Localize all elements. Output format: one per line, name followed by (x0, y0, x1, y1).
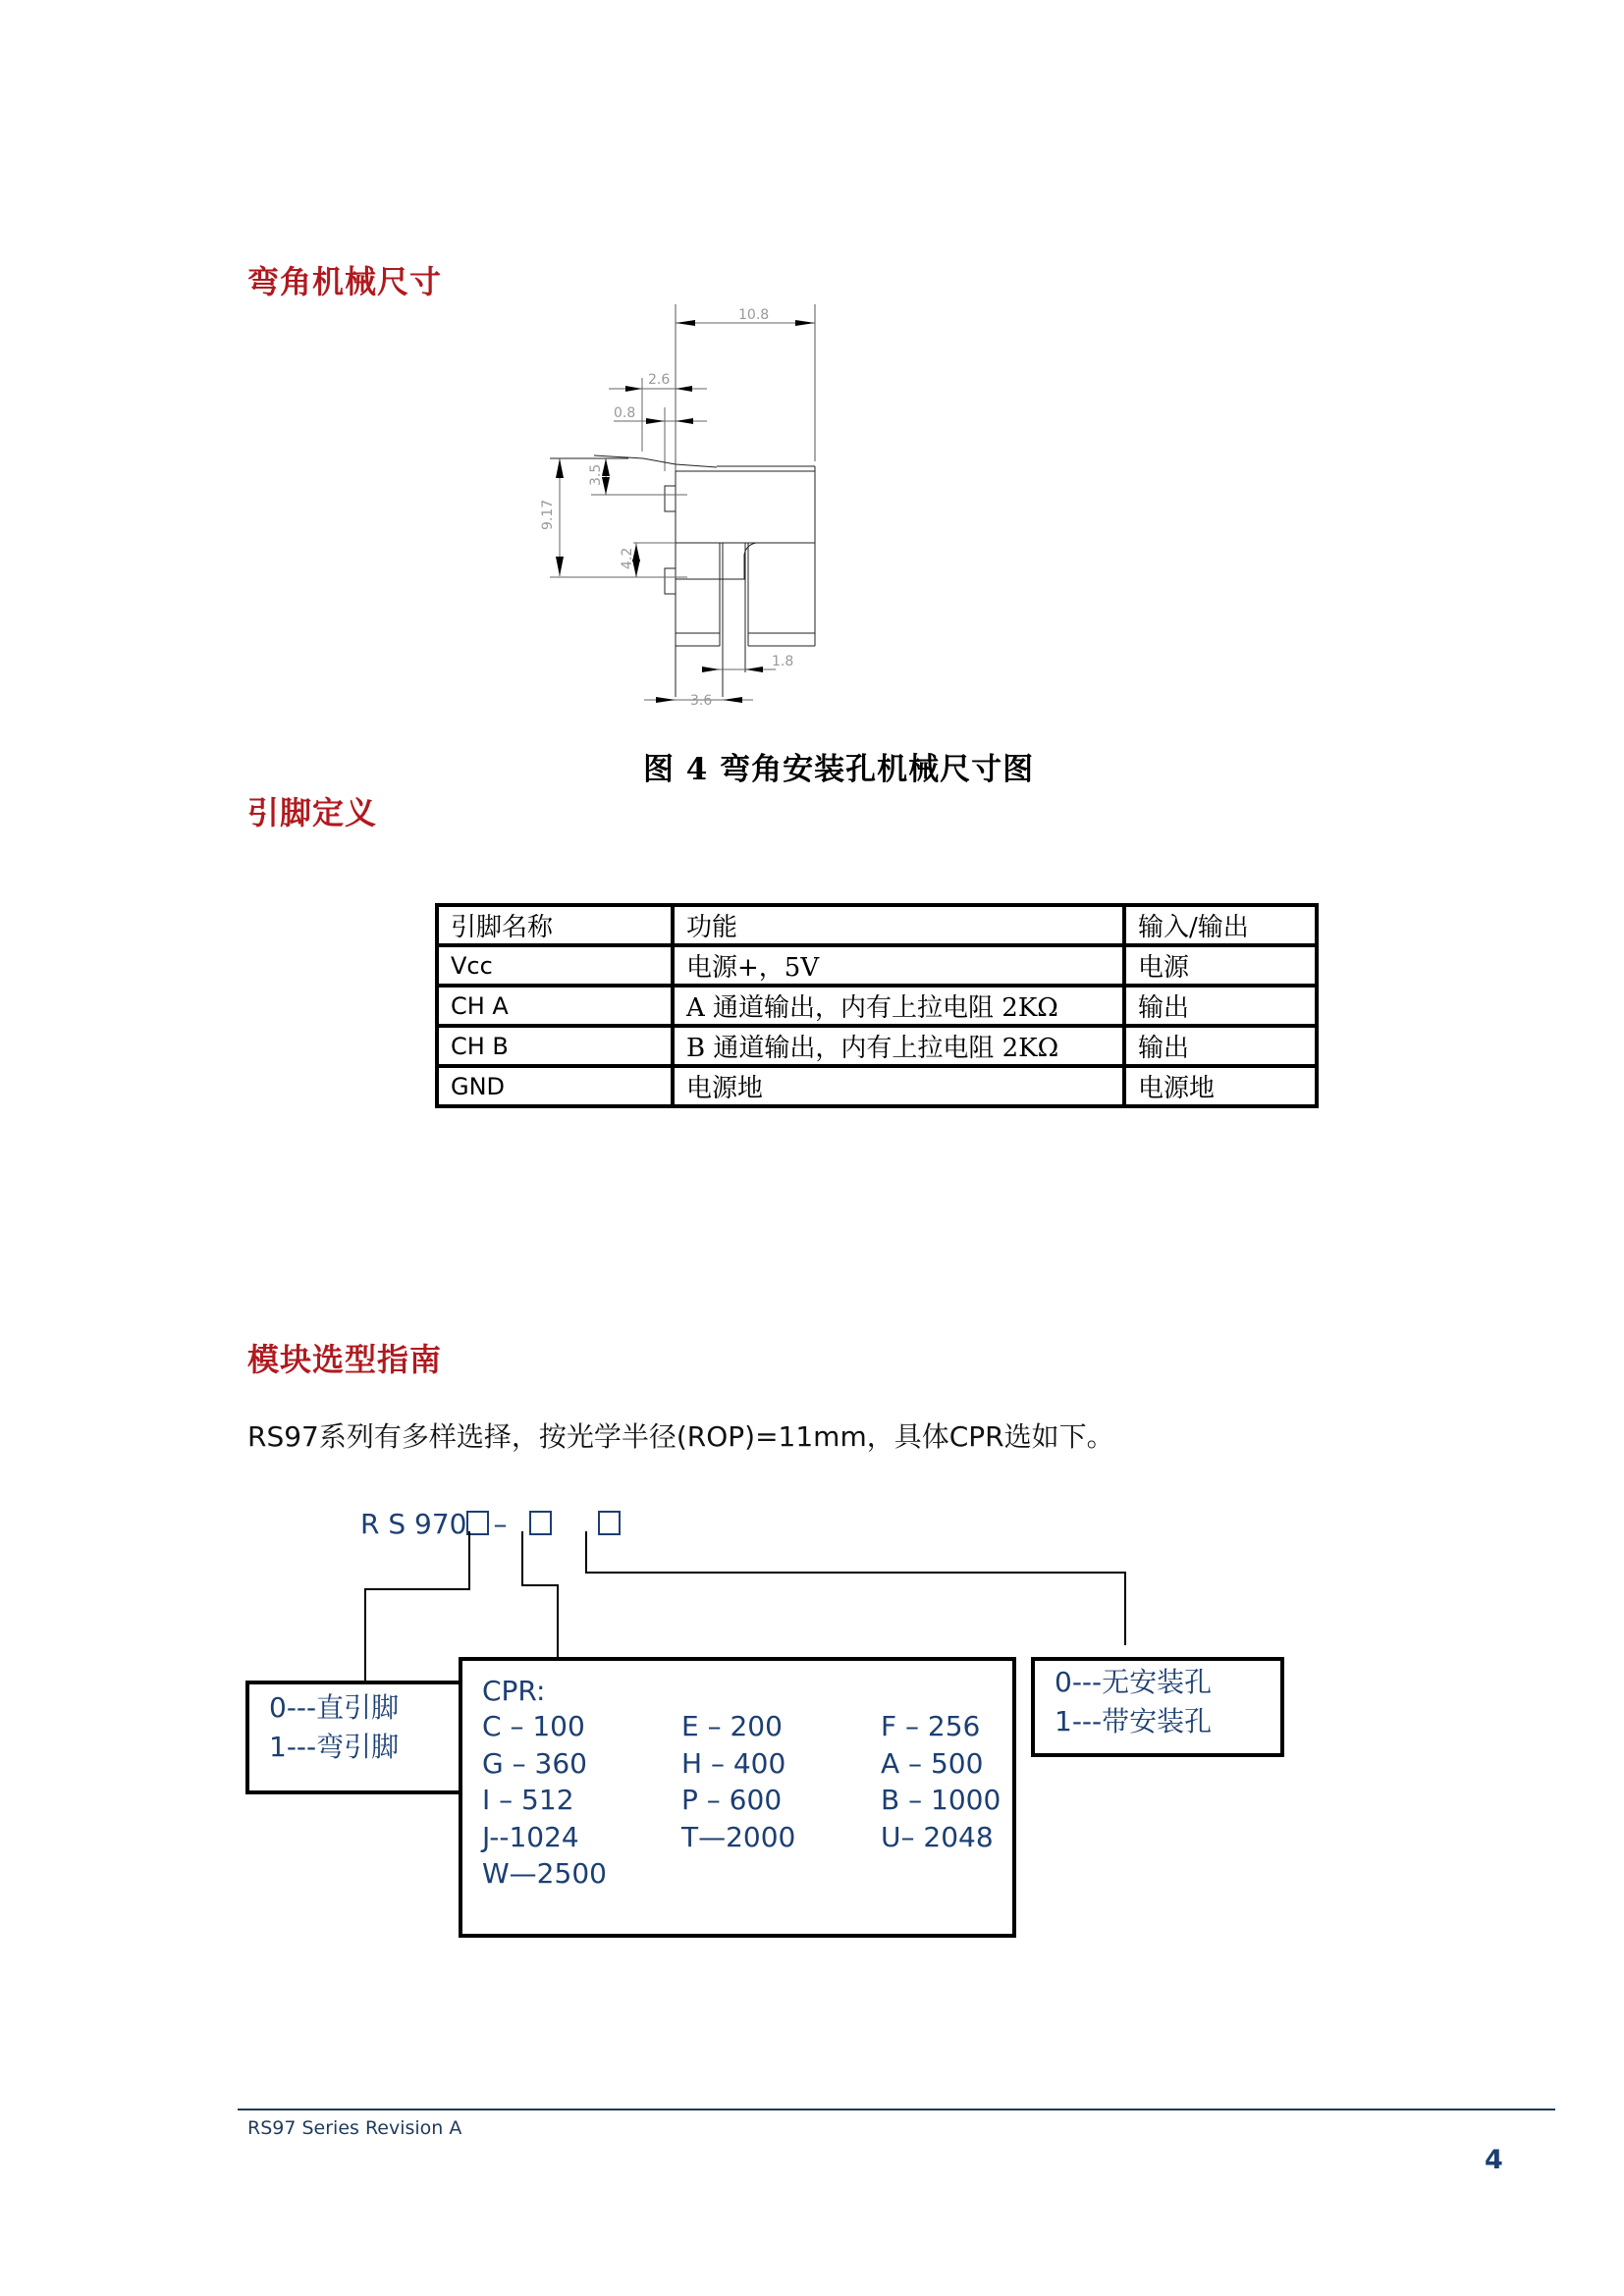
part-code (360, 1508, 621, 1540)
table-row (437, 1066, 1317, 1106)
pin-io: 输出 (1124, 986, 1317, 1026)
dim-pitch: 3.6 (690, 693, 713, 707)
section-heading-selection-guide: 模块选型指南 (247, 1341, 443, 1378)
table-header-row (437, 905, 1317, 945)
page-number: 4 (1485, 2145, 1503, 2175)
mount-slot (598, 1511, 621, 1535)
pin-definition-table (435, 903, 1319, 1108)
pin-io: 输出 (1124, 1026, 1317, 1066)
dim-height-total: 9.17 (540, 499, 556, 530)
cpr-slot (529, 1511, 552, 1535)
part-code-prefix: R S 970 (360, 1508, 467, 1540)
pin-io: 电源地 (1124, 1066, 1317, 1106)
footer-divider (238, 2109, 1555, 2110)
dim-height-top: 3.5 (588, 463, 604, 486)
pin-function: B 通道输出，内有上拉电阻 2KΩ (673, 1026, 1124, 1066)
pin-name: Vcc (437, 945, 673, 986)
cpr-option: A – 500 (881, 1746, 984, 1780)
arrow-icon (676, 320, 695, 326)
cpr-option: E – 200 (681, 1710, 783, 1742)
cpr-option: U– 2048 (881, 1820, 994, 1853)
mechanical-drawing (530, 285, 844, 707)
footer-text: RS97 Series Revision A (247, 2117, 462, 2139)
section-heading-bent-dimensions: 弯角机械尺寸 (247, 263, 443, 300)
cpr-option: C – 100 (482, 1710, 585, 1742)
header-function: 功能 (673, 905, 1124, 945)
cpr-option: P – 600 (681, 1784, 783, 1816)
section-heading-pin-definition: 引脚定义 (247, 794, 378, 831)
pin-function: 电源地 (673, 1066, 1124, 1106)
pin-name: CH B (437, 1026, 673, 1066)
cpr-options (482, 1708, 1012, 1893)
cpr-option: H – 400 (681, 1746, 786, 1780)
pin-type-option: 1---弯引脚 (269, 1731, 400, 1763)
cpr-option: W—2500 (482, 1857, 607, 1890)
pin-function: 电源+，5V (673, 945, 1124, 986)
cpr-option: T—2000 (681, 1820, 796, 1853)
cpr-option: F – 256 (881, 1710, 981, 1742)
mount-option: 0---无安装孔 (1055, 1666, 1213, 1698)
cpr-box (459, 1657, 1016, 1938)
pin-name: CH A (437, 986, 673, 1026)
cpr-title: CPR: (482, 1675, 546, 1707)
dim-gap: 1.8 (772, 654, 794, 669)
table-row (437, 945, 1317, 986)
pin-type-option: 0---直引脚 (269, 1691, 400, 1724)
dim-offset-b: 0.8 (614, 405, 636, 421)
table-row (437, 1026, 1317, 1066)
selection-intro-text: RS97系列有多样选择，按光学半径(ROP)=11mm，具体CPR选如下。 (247, 1420, 1114, 1453)
figure-caption: 图 4 弯角安装孔机械尺寸图 (643, 752, 1035, 787)
cpr-option: J--1024 (482, 1820, 579, 1853)
mount-option: 1---带安装孔 (1055, 1705, 1213, 1737)
cpr-option: G – 360 (482, 1746, 587, 1780)
part-code-dash: – (493, 1508, 508, 1540)
pin-name: GND (437, 1066, 673, 1106)
pin-function: A 通道输出，内有上拉电阻 2KΩ (673, 986, 1124, 1026)
dim-width-total: 10.8 (738, 307, 770, 323)
pin-io: 电源 (1124, 945, 1317, 986)
pin-type-box (245, 1681, 471, 1794)
cpr-option: I – 512 (482, 1784, 574, 1816)
header-pin-name: 引脚名称 (437, 905, 673, 945)
mount-type-box (1031, 1657, 1284, 1757)
table-row (437, 986, 1317, 1026)
header-io: 输入/输出 (1124, 905, 1317, 945)
dim-height-mid: 4.2 (620, 547, 635, 569)
dim-offset-a: 2.6 (648, 372, 671, 388)
cpr-option: B – 1000 (881, 1784, 1001, 1816)
